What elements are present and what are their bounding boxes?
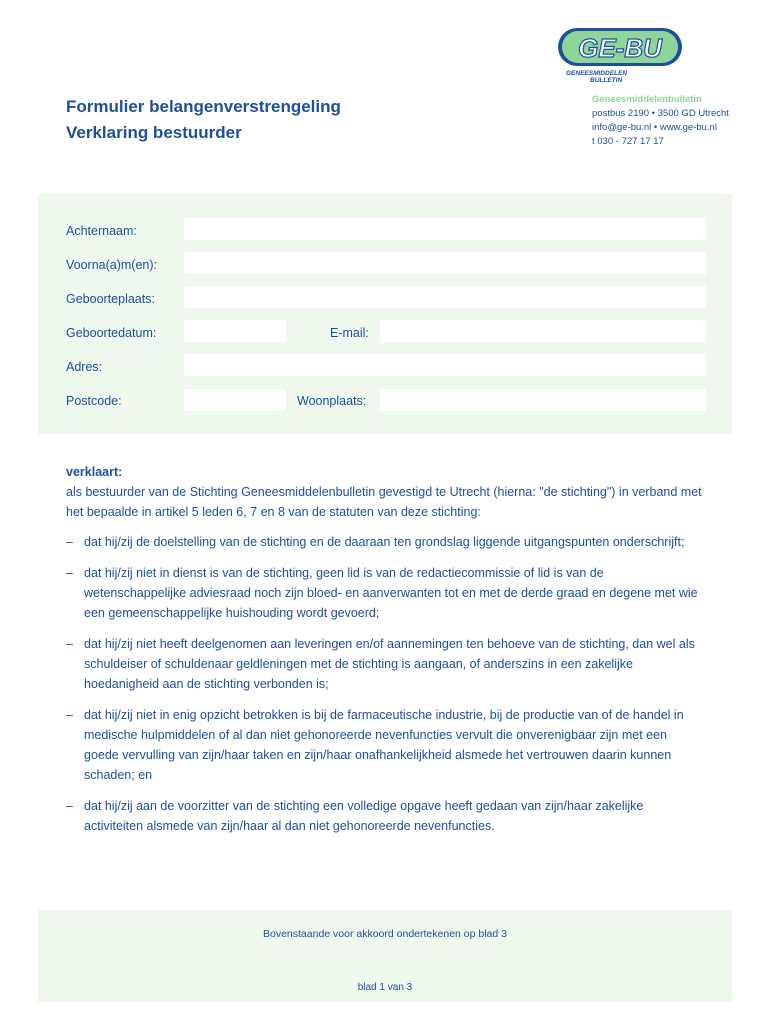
dash-bullet: – <box>66 566 73 580</box>
dash-bullet: – <box>66 708 73 722</box>
list-item-text: dat hij/zij niet in enig opzicht betrokken is bij de farmaceutische industrie, bij de productie van of de handel in medische hulpmiddelen of al dan niet gehonoreerde nevenfuncties vervult die onverenigbaar zijn met een goede vervulling van zijn/haar taken en zijn/haar onafhankelijkheid alsmede het vertrouwen daarin kunnen schaden; en <box>84 708 684 782</box>
geboortedatum-label: Geboortedatum: <box>66 326 157 340</box>
achternaam-label: Achternaam: <box>66 224 137 238</box>
logo-text: GE-BU <box>578 33 662 63</box>
contact-phone: t 030 - 727 17 17 <box>592 136 664 147</box>
list-item <box>66 532 702 552</box>
geboorteplaats-label: Geboorteplaats: <box>66 292 155 306</box>
list-item-text: dat hij/zij aan de voorzitter van de stichting een volledige opgave heeft gedaan van zijn/haar zakelijke activiteiten alsmede van zijn/haar al dan niet gehonoreerde nevenfuncties. <box>84 799 644 833</box>
adres-field[interactable] <box>184 354 706 376</box>
page-number: blad 1 van 3 <box>357 982 413 993</box>
list-item-text: dat hij/zij niet heeft deelgenomen aan leveringen en/of aannemingen ten behoeve van de stichting, dan wel als schuldeiser of schuldenaar geldleningen met de stichting is aangaan, of anderszins in een zakelijke hoedanigheid aan de stichting verbonden is; <box>84 637 695 691</box>
geboortedatum-field[interactable] <box>184 320 286 342</box>
logo-graphic <box>556 26 688 84</box>
list-item-text: dat hij/zij niet in dienst is van de stichting, geen lid is van de redactiecommissie of lid is van de wetenschappelijke adviesraad noch zijn bloed- en aanverwanten tot en met de derde graad en degene met wie een gemeenschappelijke huishouding wordt gevoerd; <box>84 566 698 620</box>
contact-org: Geneesmiddelenbulletin <box>592 94 702 105</box>
woonplaats-label: Woonplaats: <box>297 394 367 408</box>
page-title: Formulier belangenverstrengeling <box>66 97 341 116</box>
declaration-intro: als bestuurder van de Stichting Geneesmiddelenbulletin gevestigd te Utrecht (hierna: "de stichting") in verband met het bepaalde in artikel 5 leden 6, 7 en 8 van de statuten van deze stichting: <box>66 485 702 519</box>
postcode-field[interactable] <box>184 389 286 411</box>
email-field[interactable] <box>380 320 706 342</box>
voornamen-field[interactable] <box>184 252 706 274</box>
list-item <box>66 705 702 785</box>
declaration-text <box>66 462 702 847</box>
email-label: E-mail: <box>330 326 369 340</box>
list-item-text: dat hij/zij de doelstelling van de stichting en de daaraan ten grondslag liggende uitgangspunten onderschrijft; <box>84 535 685 549</box>
contact-address: postbus 2190 • 3500 GD Utrecht <box>592 108 729 119</box>
list-item <box>66 634 702 694</box>
contact-web: info@ge-bu.nl • www.ge-bu.nl <box>592 122 717 133</box>
page-subtitle: Verklaring bestuurder <box>66 123 242 142</box>
list-item <box>66 563 702 623</box>
logo-tagline-2: BULLETIN <box>590 77 623 84</box>
dash-bullet: – <box>66 535 73 549</box>
personal-details-form <box>38 194 732 434</box>
achternaam-field[interactable] <box>184 218 706 240</box>
signature-note: Bovenstaande voor akkoord ondertekenen op blad 3 <box>262 928 507 940</box>
ge-bu-logo <box>556 26 688 84</box>
voornamen-label: Voorna(a)m(en): <box>66 258 158 272</box>
declaration-heading: verklaart: <box>66 465 123 479</box>
geboorteplaats-field[interactable] <box>184 286 706 308</box>
declaration-list <box>66 532 702 836</box>
woonplaats-field[interactable] <box>380 389 706 411</box>
adres-label: Adres: <box>66 360 103 374</box>
list-item <box>66 796 702 836</box>
title-block <box>66 96 341 144</box>
postcode-label: Postcode: <box>66 394 122 408</box>
dash-bullet: – <box>66 637 73 651</box>
footer-panel <box>38 910 732 1002</box>
logo-tagline-1: GENEESMIDDELEN <box>566 70 628 77</box>
contact-block <box>592 93 729 149</box>
dash-bullet: – <box>66 799 73 813</box>
